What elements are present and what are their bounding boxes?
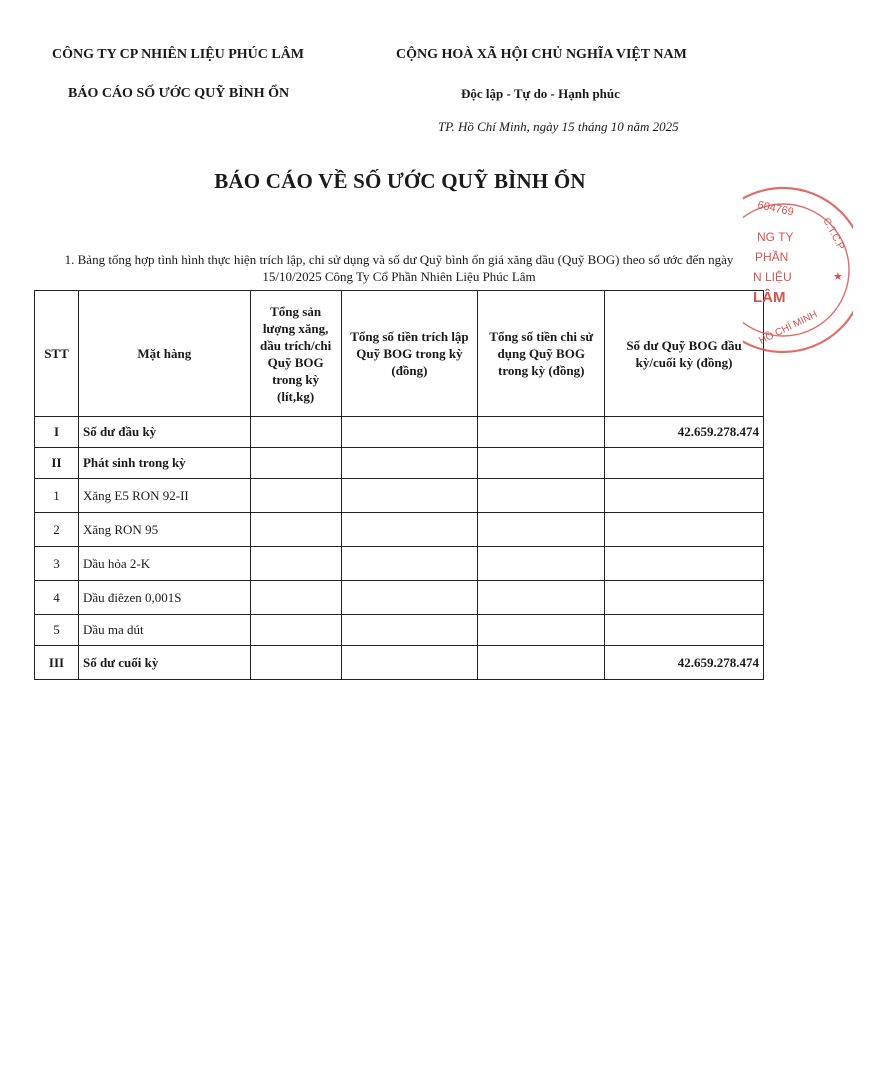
row-item: Số dư đầu kỳ [78,417,250,448]
row-used [478,581,605,615]
row-balance [605,581,764,615]
row-used [478,513,605,547]
row-used [478,615,605,646]
row-allocated [341,581,478,615]
row-stt: 5 [35,615,79,646]
report-subtitle: BÁO CÁO SỐ ƯỚC QUỸ BÌNH ỔN [68,86,290,101]
row-volume [250,646,341,680]
row-balance [605,547,764,581]
row-item: Xăng RON 95 [78,513,250,547]
seal-city-text: HỒ CHÍ MINH [757,309,820,347]
table-row [35,479,764,513]
table-row [35,646,764,680]
table-row [35,448,764,479]
seal-line-1: NG TY [757,230,794,244]
seal-star-icon: ★ [833,271,843,283]
row-stt: 1 [35,479,79,513]
row-volume [250,547,341,581]
seal-line-3: N LIỆU [753,270,792,284]
table-row [35,513,764,547]
bog-fund-table [34,290,764,680]
header-allocated: Tổng số tiền trích lập Quỹ BOG trong kỳ (đồng) [341,291,478,417]
row-balance [605,479,764,513]
table-row [35,417,764,448]
seal-line-4: LÂM [753,289,786,306]
seal-tax-code: 604769 [756,199,795,219]
row-used [478,448,605,479]
row-allocated [341,417,478,448]
row-allocated [341,479,478,513]
row-item: Xăng E5 RON 92-II [78,479,250,513]
row-stt: 3 [35,547,79,581]
row-item: Dầu ma dút [78,615,250,646]
header-volume: Tổng sản lượng xăng, dầu trích/chi Quỹ BOG trong kỳ (lít,kg) [250,291,341,417]
row-used [478,547,605,581]
row-volume [250,448,341,479]
row-stt: 2 [35,513,79,547]
nation-name: CỘNG HOÀ XÃ HỘI CHỦ NGHĨA VIỆT NAM [396,47,687,62]
header-used: Tổng số tiền chi sử dụng Quỹ BOG trong kỳ (đồng) [478,291,605,417]
date-line: TP. Hồ Chí Minh, ngày 15 tháng 10 năm 2025 [438,119,679,134]
company-name: CÔNG TY CP NHIÊN LIỆU PHÚC LÂM [52,47,305,62]
row-balance [605,448,764,479]
row-used [478,417,605,448]
intro-paragraph: 1. Bảng tổng hợp tình hình thực hiện trích lập, chi sử dụng và số dư Quỹ bình ổn giá xăng dầu (Quỹ BOG) theo số ước đến ngày 15/10/2025 Công Ty Cổ Phần Nhiên Liệu Phúc Lâm [64,252,734,284]
row-stt: III [35,646,79,680]
header-item: Mặt hàng [78,291,250,417]
table-row [35,615,764,646]
row-balance: 42.659.278.474 [605,646,764,680]
row-item: Dầu điêzen 0,001S [78,581,250,615]
row-volume [250,513,341,547]
row-volume [250,479,341,513]
row-volume [250,615,341,646]
seal-line-2: PHẦN [755,250,789,264]
row-stt: I [35,417,79,448]
row-allocated [341,646,478,680]
seal-ring-text: C.T.C.P [820,216,847,252]
header-stt: STT [35,291,79,417]
table-row [35,547,764,581]
header-balance: Số dư Quỹ BOG đầu kỳ/cuối kỳ (đồng) [605,291,764,417]
table-header-row [35,291,764,417]
document-title: BÁO CÁO VỀ SỐ ƯỚC QUỸ BÌNH ỔN [214,169,586,193]
row-stt: II [35,448,79,479]
row-allocated [341,615,478,646]
row-stt: 4 [35,581,79,615]
row-balance: 42.659.278.474 [605,417,764,448]
national-motto: Độc lập - Tự do - Hạnh phúc [461,86,620,101]
row-allocated [341,448,478,479]
row-volume [250,417,341,448]
company-seal [743,184,853,354]
table-row [35,581,764,615]
row-item: Dầu hỏa 2-K [78,547,250,581]
row-balance [605,513,764,547]
row-allocated [341,513,478,547]
row-volume [250,581,341,615]
row-allocated [341,547,478,581]
row-used [478,479,605,513]
row-item: Phát sinh trong kỳ [78,448,250,479]
row-used [478,646,605,680]
row-item: Số dư cuối kỳ [78,646,250,680]
row-balance [605,615,764,646]
